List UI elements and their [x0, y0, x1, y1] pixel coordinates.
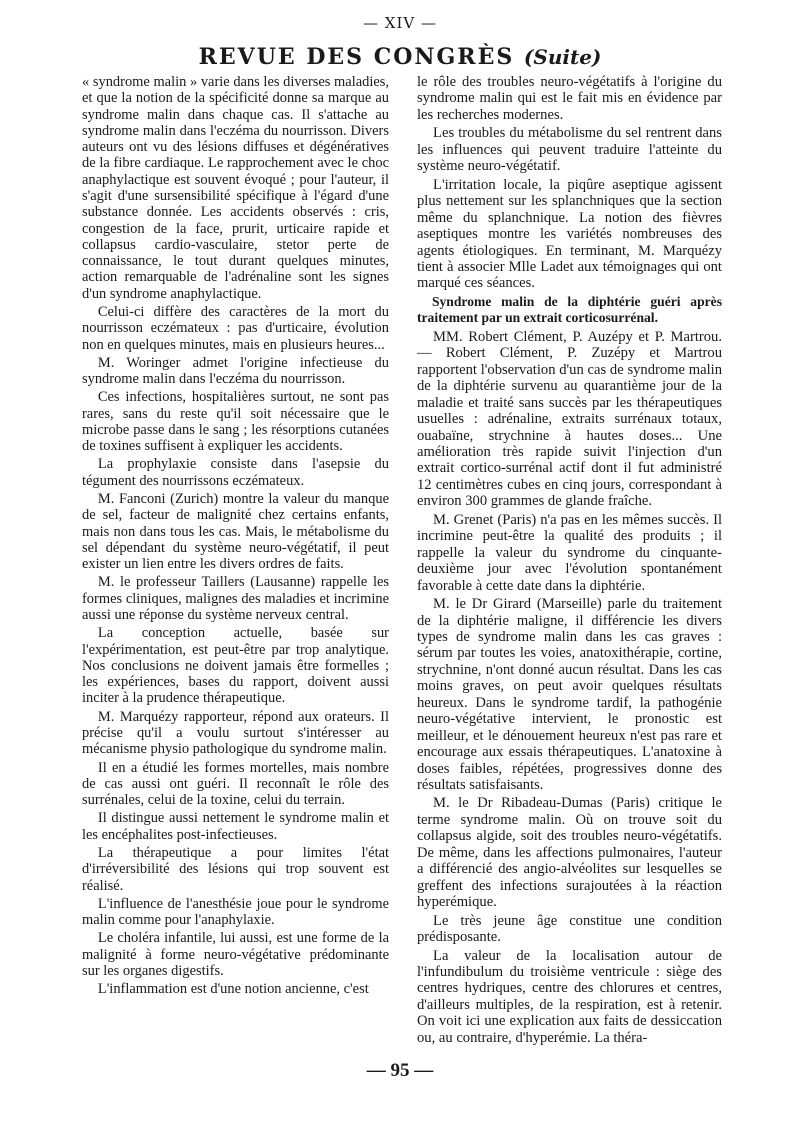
paragraph: M. Grenet (Paris) n'a pas en les mêmes succès. Il incrimine peut-être la qualité des produits ; il rappelle la valeur du syndrome du cinquante-deuxième jour avec l'évolution spontanément favorable à cette date dans la diphtérie.	[417, 511, 722, 594]
right-column	[417, 74, 722, 1049]
paragraph: Il distingue aussi nettement le syndrome malin et les encéphalites post-infectieuses.	[82, 810, 389, 843]
paragraph: Le très jeune âge constitue une condition prédisposante.	[417, 912, 722, 946]
title-suffix: (Suite)	[523, 45, 602, 69]
paragraph: M. le Dr Girard (Marseille) parle du traitement de la diphtérie maligne, il différencie les divers types de syndrome malin dans les cas graves : sérum par toutes les voies, anatoxithérapie, cortine, strychnine, n'ont donné aucun résultat. Dans les cas moins graves, on peut avoir quelques résultats heureux. Dans le syndrome tardif, la pathogénie neuro-végétative intervient, le pronostic est meilleur, et le dénouement heureux n'est pas rare et encourage aux essais thérapeutiques. L'anatoxine à doses faibles, répétées, progressives donne des résultats satisfaisants.	[417, 596, 722, 794]
section-heading: Syndrome malin de la diphtérie guéri après traitement par un extrait corticosurrénal.	[417, 293, 722, 326]
paragraph: La conception actuelle, basée sur l'expérimentation, est peut-être par trop analytique. Nos conclusions ne doivent jamais être formelles ; les expériences, bases du rapport, doivent aussi inciter à la prudence thérapeutique.	[82, 625, 389, 707]
paragraph: La thérapeutique a pour limites l'état d'irréversibilité des lésions qui trop souvent est réalisé.	[82, 844, 389, 894]
paragraph: Il en a étudié les formes mortelles, mais nombre de cas aussi ont guéri. Il reconnaît le rôle des surrénales, celui de la toxine, celui du terrain.	[82, 759, 389, 809]
paragraph: M. Marquézy rapporteur, répond aux orateurs. Il précise qu'il a voulu surtout s'intéresser au mécanisme physio pathologique du syndrome malin.	[82, 708, 389, 758]
paragraph: M. le professeur Taillers (Lausanne) rappelle les formes cliniques, malignes des maladies et incrimine aussi une réponse du système nerveux central.	[82, 574, 389, 623]
paragraph: La prophylaxie consiste dans l'asepsie du tégument des nourrissons eczémateux.	[82, 456, 389, 489]
paragraph: MM. Robert Clément, P. Auzépy et P. Martrou. — Robert Clément, P. Zuzépy et Martrou rapportent l'observation d'un cas de syndrome malin de la diphtérie survenu au quarantième jour de la maladie et traité sans succès par les thérapeutiques usuelles : adrénaline, extraits surrénaux totaux, ouabaïne, strychnine à hautes doses... Une amélioration très rapide suivit l'injection d'un extrait cortico-surrénal actif dont il fut administré 12 centimètres cubes en cinq jours, correspondant à environ 300 grammes de glande fraîche.	[417, 328, 722, 510]
paragraph: Ces infections, hospitalières surtout, ne sont pas rares, sans du reste qu'il soit nécessaire que le microbe passe dans le sang ; les résorptions cutanées de toxines suffisent à expliquer les accidents.	[82, 389, 389, 455]
paragraph: M. Fanconi (Zurich) montre la valeur du manque de sel, facteur de malignité chez certains enfants, mais non dans tous les cas. Mais, le métabolisme du sel dépendant du système neuro-végétatif, il peut exister un lien entre les divers ordres de faits.	[82, 491, 389, 573]
paragraph: La valeur de la localisation autour de l'infundibulum du troisième ventricule : siège des centres hydriques, centre des chlorures et centres, d'ailleurs multiples, de la respiration, est à retenir. On voit ici une explication aux faits de dessiccation ou, au contraire, d'hyperémie. La théra-	[417, 947, 722, 1046]
paragraph: Le choléra infantile, lui aussi, est une forme de la malignité à forme neuro-végétative prédominante sur les organes digestifs.	[82, 930, 389, 979]
paragraph: Celui-ci diffère des caractères de la mort du nourrisson eczémateux : pas d'urticaire, évolution non en quelques minutes, mais en plusieurs heures...	[82, 303, 389, 353]
page-title	[0, 44, 800, 70]
roman-page-number: — XIV —	[363, 14, 437, 32]
paragraph: L'influence de l'anesthésie joue pour le syndrome malin comme pour l'anaphylaxie.	[82, 895, 389, 929]
page-number: — 95 —	[366, 1060, 434, 1081]
paragraph: M. Woringer admet l'origine infectieuse du syndrome malin dans l'eczéma du nourrisson.	[82, 354, 389, 388]
title-text: REVUE DES CONGRÈS	[198, 44, 515, 70]
paragraph: « syndrome malin » varie dans les diverses maladies, et que la notion de la spécificité donne sa marque au syndrome malin dans chaque cas. Il s'attache au syndrome malin dans l'eczéma du nourrisson. Divers auteurs ont vu des lésions diffuses et dégénératives de la fibre cardiaque. Le rapprochement avec le choc anaphylactique est souvent évoqué ; pour l'auteur, il s'agit d'une sursensibilité spécifique à l'égard d'une substance donnée. Les accidents observés : cris, congestion de la face, prurit, urticaire rapide et collapsus cardio-vasculaire, stetor perte de connaissance, le tout durant quelques minutes, action remarquable de l'adrénaline sont les signes d'un syndrome anaphylactique.	[82, 74, 389, 302]
left-column	[82, 74, 389, 1049]
paragraph: L'inflammation est d'une notion ancienne, c'est	[97, 981, 369, 998]
paragraph: le rôle des troubles neuro-végétatifs à l'origine du syndrome malin qui est le fait mis en évidence par les recherches modernes.	[417, 74, 722, 123]
paragraph: Les troubles du métabolisme du sel rentrent dans les influences qui peuvent traduire l'atteinte du système neuro-végétatif.	[417, 125, 722, 175]
paragraph: L'irritation locale, la piqûre aseptique agissent plus nettement sur les splanchniques que la section même du splanchnique. La notion des fièvres aseptiques montre les variétés nombreuses des agents étiologiques. En terminant, M. Marquézy tient à associer Mlle Ladet aux témoignages qui ont marqué ces séances.	[417, 176, 722, 292]
paragraph: M. le Dr Ribadeau-Dumas (Paris) critique le terme syndrome malin. Où on trouve soit du collapsus algide, soit des troubles neuro-végétatifs. De même, dans les affections pulmonaires, l'auteur a différencié des angio-alvéolites sur lesquelles se greffent des infections surajoutées à la réaction hyperémique.	[417, 795, 722, 911]
